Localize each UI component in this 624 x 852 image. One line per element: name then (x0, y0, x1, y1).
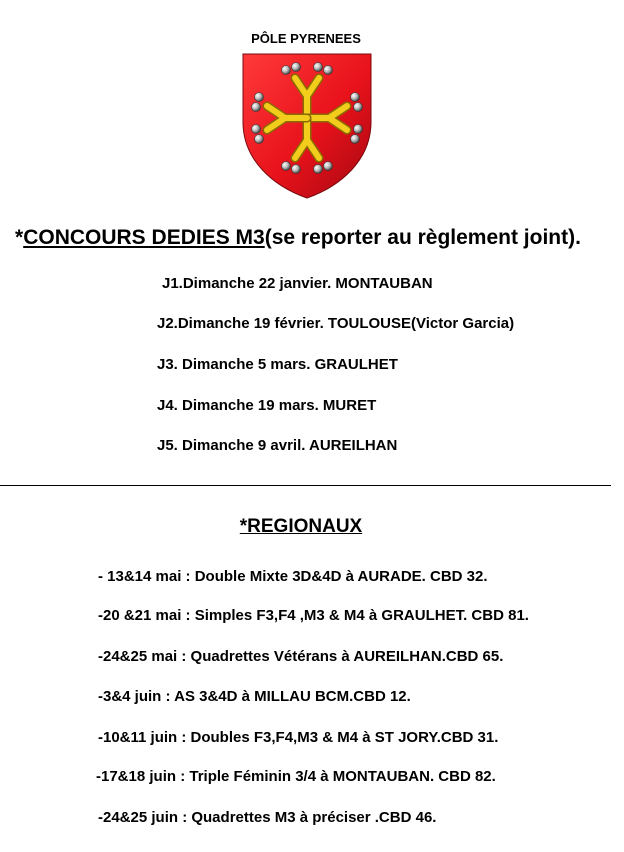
section-title-concours (15, 226, 581, 250)
list-item: -24&25 juin : Quadrettes M3 à préciser .CBD 46. (98, 809, 437, 826)
title-underlined: CONCOURS DEDIES M3 (23, 226, 265, 249)
section-title-regionaux: *REGIONAUX (239, 516, 363, 537)
list-item: J3. Dimanche 5 mars. GRAULHET (157, 356, 398, 373)
list-item: J1.Dimanche 22 janvier. MONTAUBAN (162, 275, 433, 292)
section-divider (0, 485, 611, 486)
list-item: -3&4 juin : AS 3&4D à MILLAU BCM.CBD 12. (98, 688, 411, 705)
list-item: -10&11 juin : Doubles F3,F4,M3 & M4 à ST JORY.CBD 31. (98, 729, 499, 746)
list-item: J4. Dimanche 19 mars. MURET (157, 397, 377, 414)
organization-title: PÔLE PYRENEES (251, 31, 361, 46)
list-item: J5. Dimanche 9 avril. AUREILHAN (157, 437, 398, 454)
title-prefix: * (15, 226, 24, 249)
list-item: - 13&14 mai : Double Mixte 3D&4D à AURADE. CBD 32. (98, 568, 488, 585)
title-suffix: (se reporter au règlement joint). (264, 226, 581, 249)
list-item: -17&18 juin : Triple Féminin 3/4 à MONTAUBAN. CBD 82. (96, 768, 496, 785)
list-item: -20 &21 mai : Simples F3,F4 ,M3 & M4 à GRAULHET. CBD 81. (98, 607, 529, 624)
list-item: -24&25 mai : Quadrettes Vétérans à AUREILHAN.CBD 65. (98, 648, 504, 665)
occitan-cross-icon (237, 48, 377, 200)
list-item: J2.Dimanche 19 février. TOULOUSE(Victor Garcia) (157, 315, 515, 332)
